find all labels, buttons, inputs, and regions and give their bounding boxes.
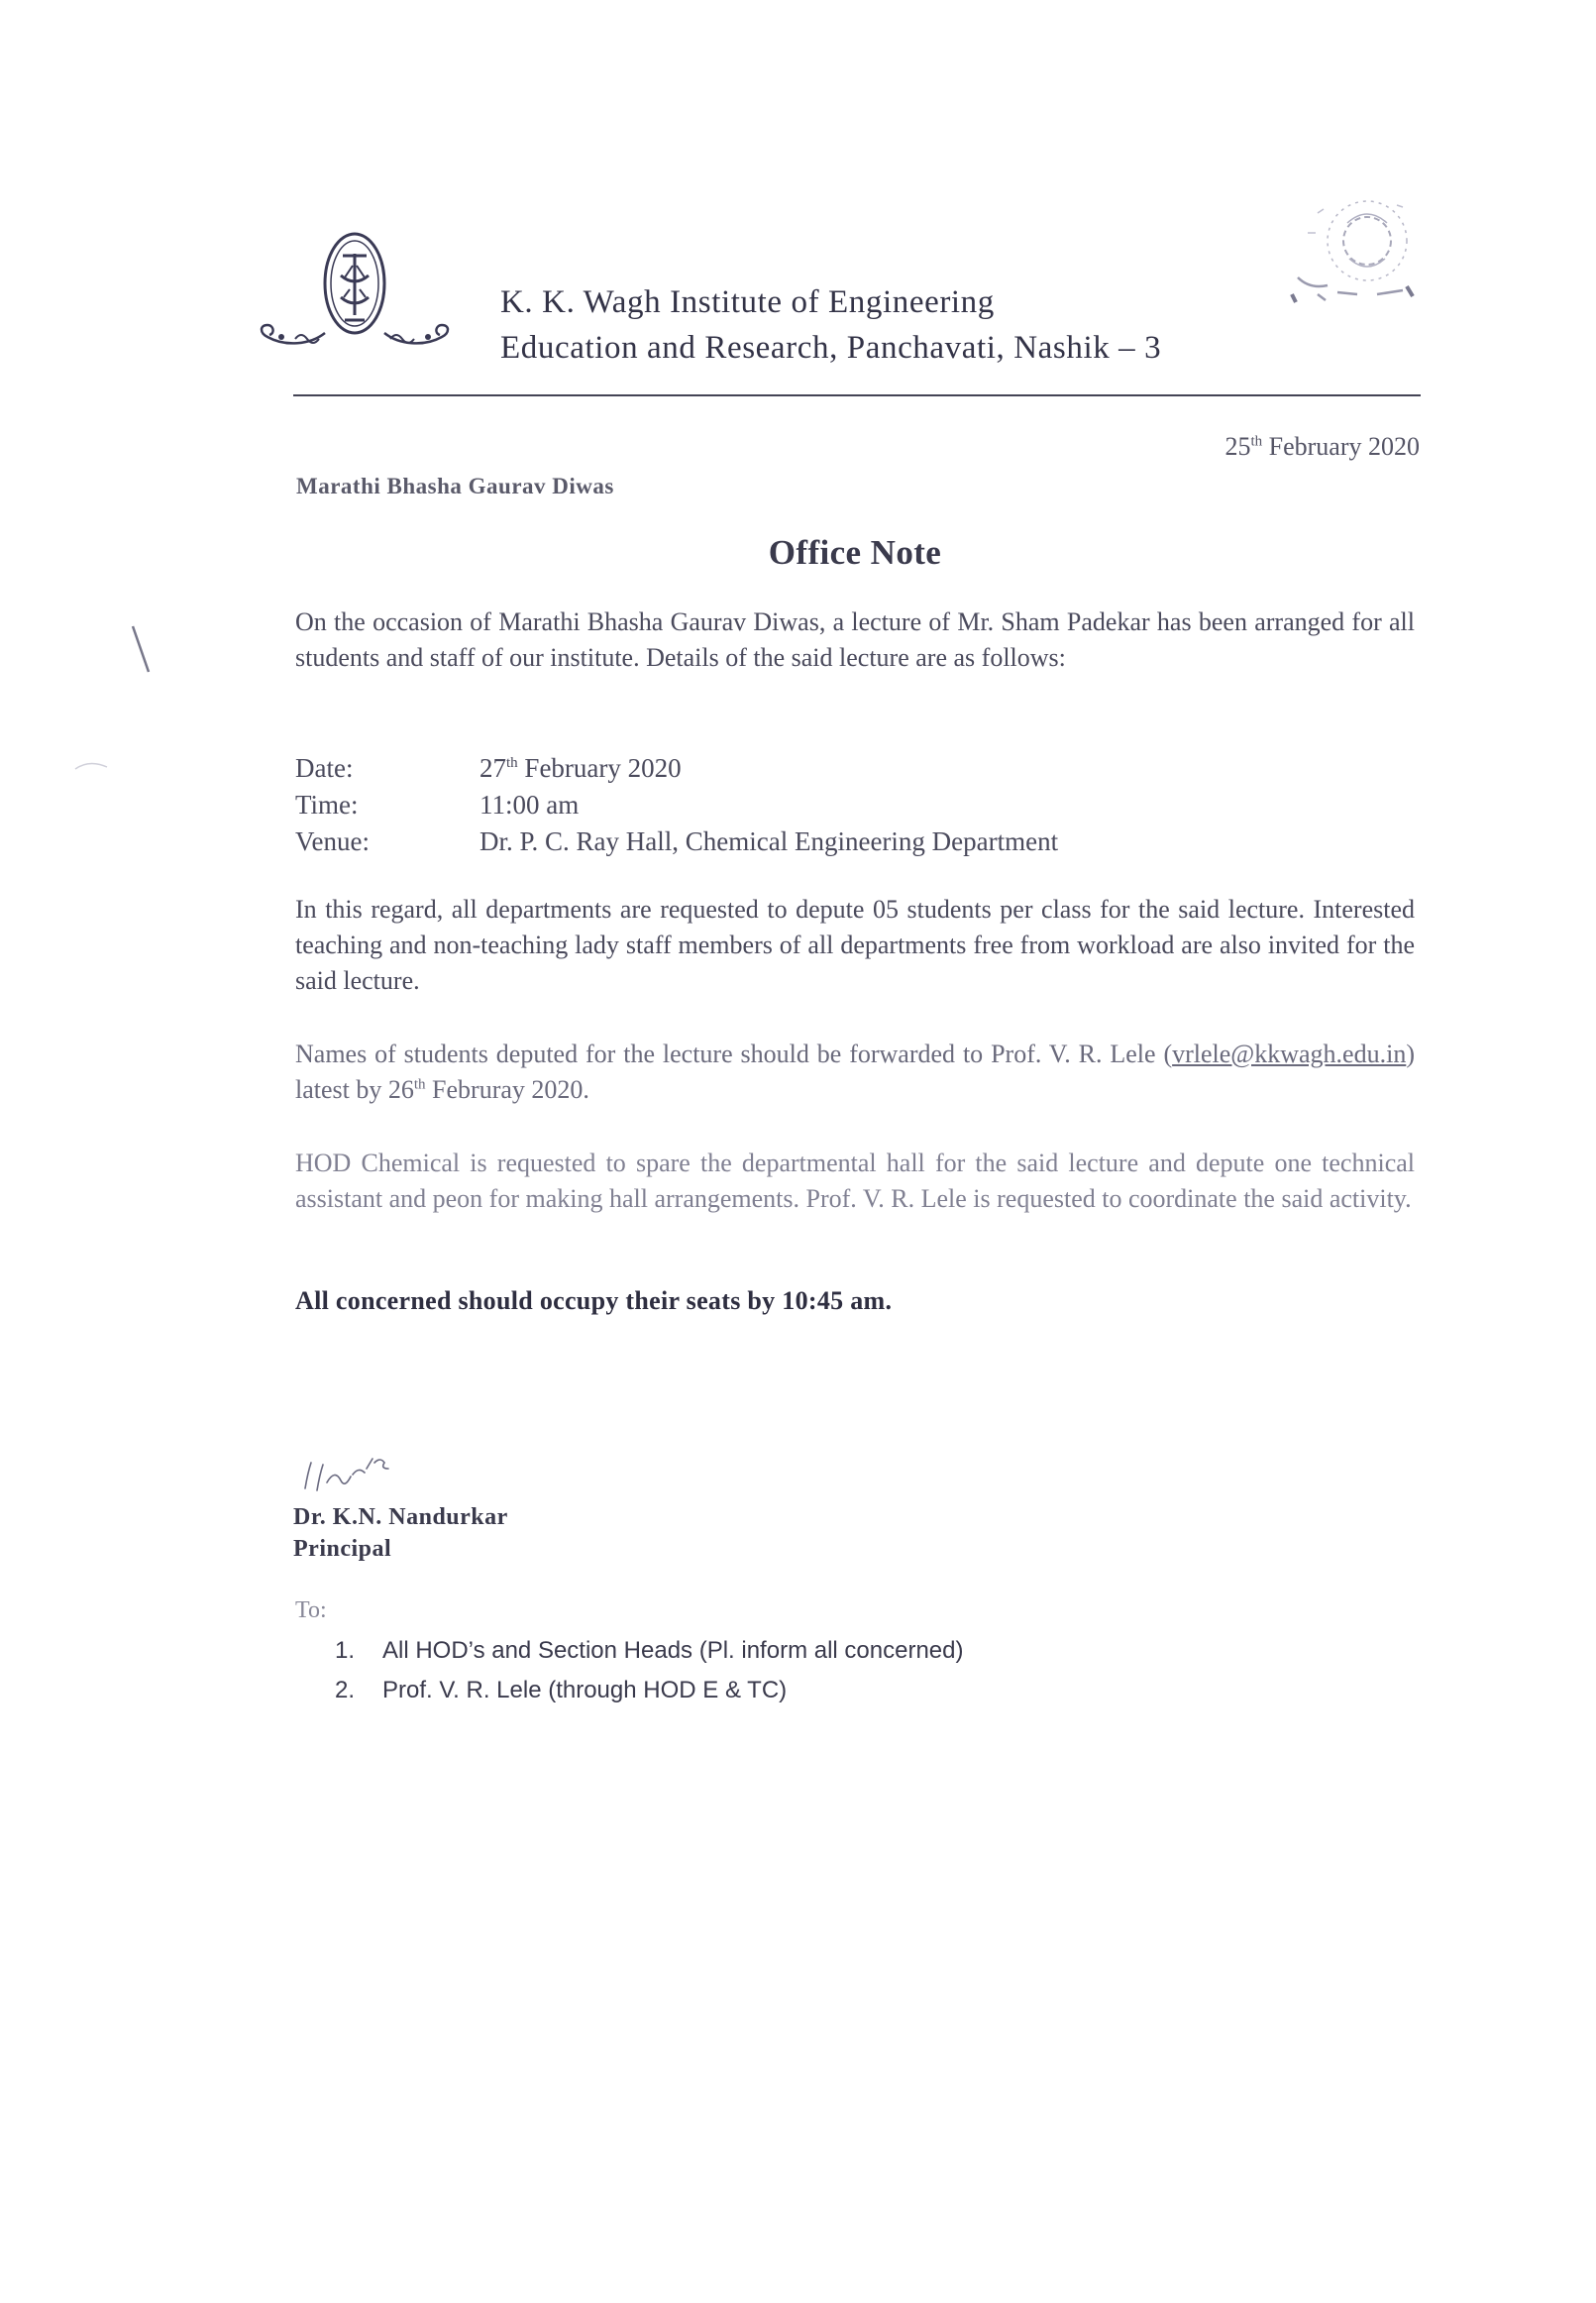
lecture-details bbox=[295, 750, 1058, 860]
detail-value: Dr. P. C. Ray Hall, Chemical Engineering Department bbox=[479, 826, 1059, 856]
institute-name-line2: Education and Research, Panchavati, Nashik – 3 bbox=[500, 330, 1162, 366]
institute-logo-icon bbox=[256, 226, 454, 355]
document-title: Office Note bbox=[768, 533, 942, 572]
detail-value: 27th February 2020 bbox=[479, 753, 682, 783]
seating-notice: All concerned should occupy their seats by 10:45 am. bbox=[295, 1286, 893, 1315]
list-item-number: 2. bbox=[335, 1677, 356, 1703]
list-item-text: All HOD’s and Section Heads (Pl. inform all concerned) bbox=[382, 1637, 964, 1664]
handwritten-signature bbox=[297, 1439, 426, 1498]
detail-label: Time: bbox=[295, 790, 359, 820]
list-item-number: 1. bbox=[335, 1637, 356, 1664]
hod-paragraph: HOD Chemical is requested to spare the departmental hall for the said lecture and depute one technical assistant and peon for making hall arrangements. Prof. V. R. Lele is requested to coordinate the said activity. bbox=[295, 1149, 1415, 1213]
detail-value: 11:00 am bbox=[479, 790, 580, 820]
detail-row-venue bbox=[295, 823, 1058, 860]
detail-row-date bbox=[295, 750, 1058, 787]
names-paragraph: Names of students deputed for the lecture should be forwarded to Prof. V. R. Lele (vrlele@kkwagh.edu.in) latest by 26th Februray 2020. bbox=[295, 1040, 1415, 1104]
detail-row-time bbox=[295, 787, 1058, 823]
scan-mark-arc bbox=[71, 757, 111, 773]
subject-line: Marathi Bhasha Gaurav Diwas bbox=[296, 474, 614, 498]
signatory-name: Dr. K.N. Nandurkar bbox=[293, 1504, 508, 1530]
email-link[interactable]: vrlele@kkwagh.edu.in bbox=[1172, 1040, 1407, 1068]
to-label: To: bbox=[295, 1597, 327, 1623]
list-item-text: Prof. V. R. Lele (through HOD E & TC) bbox=[382, 1677, 788, 1703]
faint-seal-icon bbox=[1278, 183, 1427, 312]
detail-label: Venue: bbox=[295, 826, 370, 856]
recipient-list bbox=[335, 1631, 963, 1710]
issue-date: 25th February 2020 bbox=[1224, 432, 1420, 461]
list-item bbox=[335, 1631, 963, 1671]
signatory-designation: Principal bbox=[293, 1536, 392, 1562]
institute-name bbox=[500, 279, 1293, 371]
departments-paragraph: In this regard, all departments are requested to depute 05 students per class for the said lecture. Interested teaching and non-teaching lady staff members of all departments free from workload are also invited for the said lecture. bbox=[295, 895, 1415, 995]
institute-name-line1: K. K. Wagh Institute of Engineering bbox=[500, 284, 995, 320]
intro-paragraph: On the occasion of Marathi Bhasha Gaurav Diwas, a lecture of Mr. Sham Padekar has been arranged for all students and staff of our institute. Details of the said lecture are as follows: bbox=[295, 607, 1415, 672]
signatory-block bbox=[293, 1501, 508, 1565]
letterhead-divider bbox=[293, 394, 1421, 396]
list-item bbox=[335, 1671, 963, 1710]
scan-mark-stroke bbox=[127, 622, 157, 678]
detail-label: Date: bbox=[295, 753, 354, 783]
